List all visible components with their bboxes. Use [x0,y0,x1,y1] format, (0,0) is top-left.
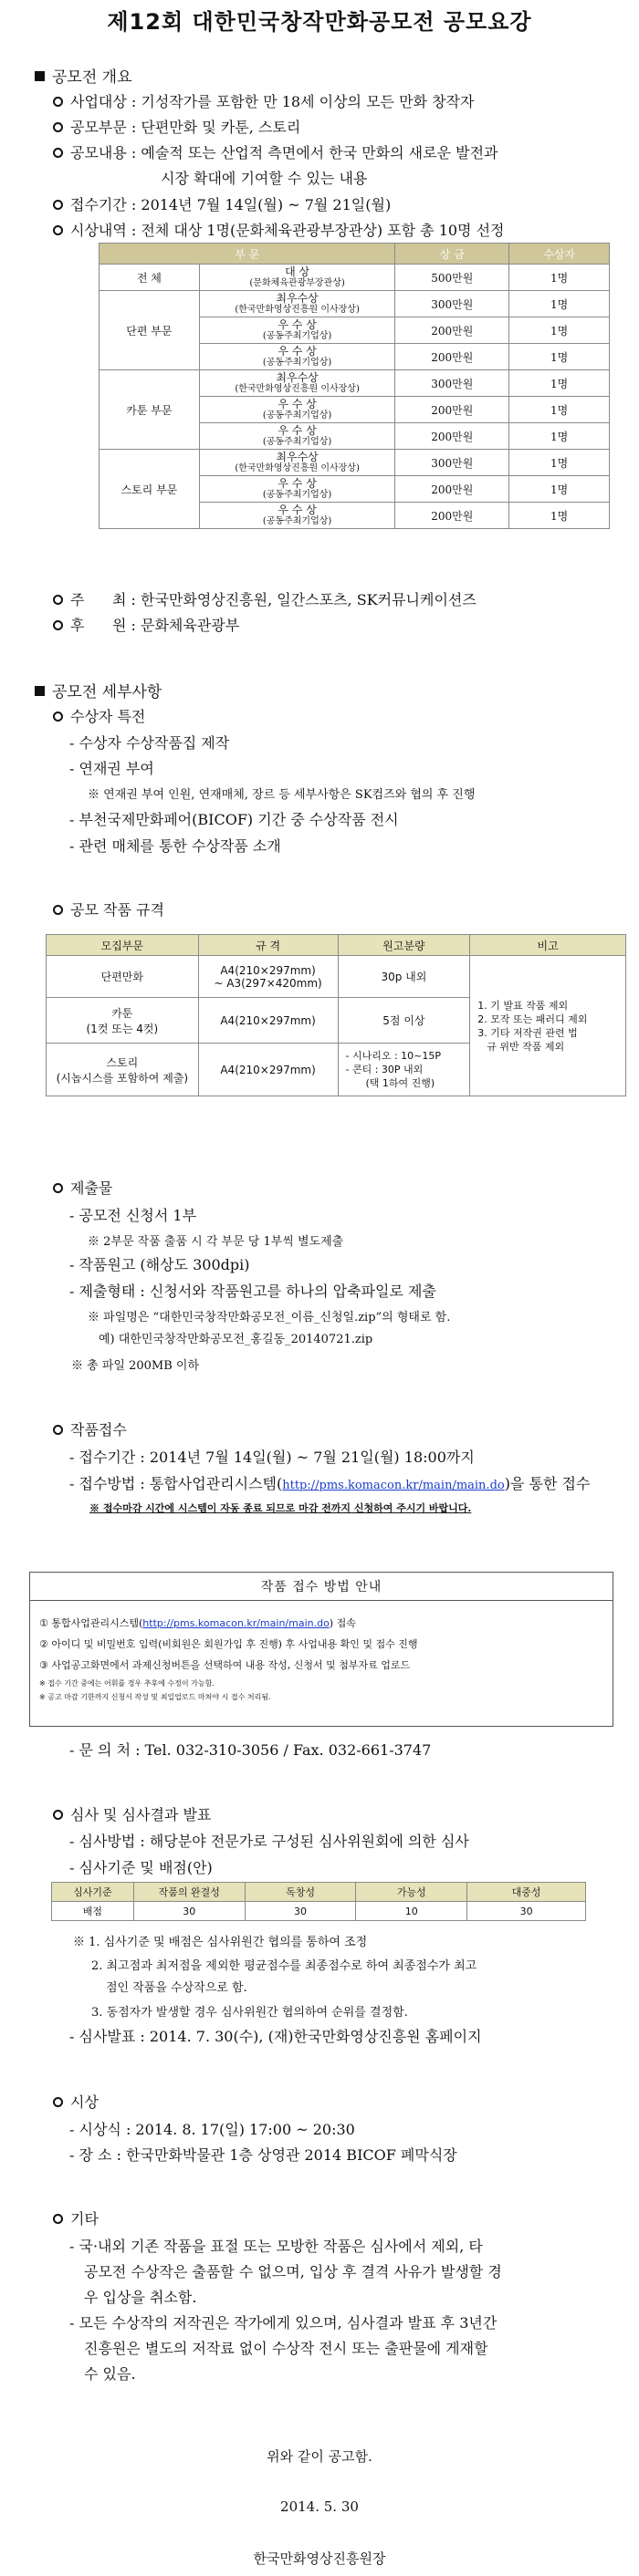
misc-text: - 모든 수상작의 저작권은 작가에게 있으며, 심사결과 발표 후 3년간 [69,2314,498,2332]
award-count: 1명 [509,370,610,397]
award-prize: 200만원 [395,476,509,503]
footer-issuer: 한국만화영상진흥원장 [253,2550,386,2567]
circle-bullet-icon [53,905,63,915]
award-name: 우 수 상 (공동주최기업상) [199,503,395,529]
footer-notice: 위와 같이 공고함. [267,2448,372,2465]
award-prize: 200만원 [395,344,509,370]
benefit-item: - 연재권 부여 [69,760,154,777]
guide-step: ① 통합사업관리시스템(http://pms.komacon.kr/main/main.do) 접속 [39,1617,356,1629]
ceremony-place: - 장 소 : 한국만화박물관 1층 상영관 2014 BICOF 폐막식장 [69,2146,457,2164]
judging-criteria: - 심사기준 및 배점(안) [69,1859,213,1876]
page-title: 제12회 대한민국창작만화공모전 공모요강 [107,9,532,35]
square-bullet-icon [35,686,45,696]
judging-note: 2. 최고점과 최저점을 제외한 평균점수를 최종점수로 하여 최종점수가 최고 [91,1959,477,1973]
guide-note: ※ 접수 기간 중에는 어휘를 경우 추후에 수정이 가능함. [39,1679,215,1688]
guide-title: 작품 접수 방법 안내 [260,1580,382,1594]
overview-sponsor: 후 원 : 문화체육관광부 [53,614,239,635]
header-cell: 수상자 [509,244,610,265]
award-name: 최우수상 (한국만화영상진흥원 이사장상) [199,450,395,476]
circle-bullet-icon [53,2214,63,2224]
judging-note: ※ 1. 심사기준 및 배점은 심사위원간 협의를 통하여 조정 [73,1936,368,1949]
award-prize: 300만원 [395,370,509,397]
contact-info: - 문 의 처 : Tel. 032-310-3056 / Fax. 032-661-3747 [69,1741,432,1759]
circle-bullet-icon [53,595,63,605]
spec-row: 단편만화 A4(210×297mm) ~ A3(297×420mm) 30p 내외 1. 기 발표 작품 제외 2. 모작 또는 패러디 제외 3. 기타 저작권 관련 법 규 위반 작품 제외 [47,956,626,998]
judging-note: 점인 작품을 수상작으로 함. [106,1981,247,1995]
circle-bullet-icon [53,620,63,630]
award-count: 1명 [509,476,610,503]
reception-heading: 작품접수 [53,1418,127,1439]
spec-row: 카툰 (1컷 또는 4컷) A4(210×297mm) 5점 이상 [47,998,626,1044]
submission-item: - 공모전 신청서 1부 [69,1207,197,1224]
submission-note: 예) 대한민국창작만화공모전_홍길동_20140721.zip [99,1333,373,1346]
award-row [100,450,610,476]
award-section: 전 체 [100,265,200,291]
circle-bullet-icon [53,1183,63,1193]
spec-remarks: 1. 기 발표 작품 제외 2. 모작 또는 패러디 제외 3. 기타 저작권 관련 법 규 위반 작품 제외 [470,956,626,1096]
award-name: 우 수 상 (공동주최기업상) [199,476,395,503]
award-prize: 200만원 [395,503,509,529]
score-row: 배점 30 30 10 30 [52,1902,586,1921]
award-count: 1명 [509,291,610,317]
award-name: 우 수 상 (공동주최기업상) [199,317,395,344]
reception-note: ※ 접수마감 시간에 시스템이 자동 종료 되므로 마감 전까지 신청하여 주시기 바랍니다. [89,1502,472,1514]
award-count: 1명 [509,423,610,450]
award-name: 우 수 상 (공동주최기업상) [199,397,395,423]
benefit-item: - 수상자 수상작품집 제작 [69,734,230,752]
pms-link[interactable]: http://pms.komacon.kr/main/main.do [282,1479,505,1492]
spec-row: 스토리 (시놉시스를 포함하여 제출) A4(210×297mm) - 시나리오 : 10~15P - 콘티 : 30P 내외 (택 1하여 진행) [47,1044,626,1096]
award-count: 1명 [509,450,610,476]
submission-note: ※ 2부문 작품 출품 시 각 부문 당 1부씩 별도제출 [88,1235,344,1249]
overview-target: 사업대상 : 기성작가를 포함한 만 18세 이상의 모든 만화 창작자 [53,90,474,111]
circle-bullet-icon [53,712,63,722]
misc-text: 수 있음. [84,2365,136,2383]
award-name: 최우수상 (한국만화영상진흥원 이사장상) [199,291,395,317]
award-count: 1명 [509,317,610,344]
misc-text: - 국·내외 기존 작품을 표절 또는 모방한 작품은 심사에서 제외, 타 [69,2238,483,2255]
award-row [100,370,610,397]
circle-bullet-icon [53,1425,63,1435]
submission-item: - 제출형태 : 신청서와 작품원고를 하나의 압축파일로 제출 [69,1283,436,1300]
guide-step: ③ 사업공고화면에서 과제신청버튼을 선택하여 내용 작성, 신청서 및 첨부자료 업로드 [39,1659,411,1671]
judging-announce: - 심사발표 : 2014. 7. 30(수), (재)한국만화영상진흥원 홈페이지 [69,2028,482,2045]
misc-text: 우 입상을 취소함. [84,2289,197,2306]
judging-heading: 심사 및 심사결과 발표 [53,1803,211,1824]
benefit-item: - 부천국제만화페어(BICOF) 기간 중 수상작품 전시 [69,811,399,828]
award-section: 카툰 부문 [100,370,200,450]
section-overview-heading: 공모전 개요 [35,64,132,87]
award-count: 1명 [509,265,610,291]
award-prize: 200만원 [395,397,509,423]
circle-bullet-icon [53,1810,63,1820]
submission-heading: 제출물 [53,1177,112,1198]
award-prize: 500만원 [395,265,509,291]
score-table-header: 심사기준 작품의 완결성 독창성 가능성 대중성 [52,1883,586,1902]
award-prize: 300만원 [395,450,509,476]
guide-note: ※ 공고 마감 기한까지 신청서 작성 및 최일업로드 마쳐야 시 접수 처리됨. [39,1693,271,1701]
misc-text: 공모전 수상작은 출품할 수 없으며, 입상 후 결격 사유가 발생할 경 [84,2263,502,2280]
award-section: 단편 부문 [100,291,200,370]
guide-step: ② 아이디 및 비밀번호 입력(비회원은 회원가입 후 진행) 후 사업내용 확인 및 접수 진행 [39,1638,418,1650]
award-table-header [100,244,610,265]
award-count: 1명 [509,397,610,423]
judging-method: - 심사방법 : 해당분야 전문가로 구성된 심사위원회에 의한 심사 [69,1833,469,1850]
circle-bullet-icon [53,225,63,235]
benefits-heading: 수상자 특전 [53,705,145,726]
pms-link[interactable]: http://pms.komacon.kr/main/main.do [142,1617,330,1629]
award-name: 우 수 상 (공동주최기업상) [199,344,395,370]
award-name: 최우수상 (한국만화영상진흥원 이사장상) [199,370,395,397]
spec-table [46,934,626,1096]
circle-bullet-icon [53,200,63,210]
award-row [100,291,610,317]
ceremony-heading: 시상 [53,2091,99,2112]
judging-note: 3. 동점자가 발생할 경우 심사위원간 협의하여 순위를 결정함. [91,2006,408,2020]
award-name: 대 상 (문화체육관광부장관상) [199,265,395,291]
award-section: 스토리 부문 [100,450,200,529]
misc-heading: 기타 [53,2207,99,2228]
score-table [51,1882,586,1921]
reception-method: - 접수방법 : 통합사업관리시스템(http://pms.komacon.kr/main/main.do)을 통한 접수 [69,1475,591,1492]
circle-bullet-icon [53,2097,63,2107]
award-count: 1명 [509,344,610,370]
award-name: 우 수 상 (공동주최기업상) [199,423,395,450]
footer-date: 2014. 5. 30 [280,2498,359,2515]
header-cell: 상 금 [395,244,509,265]
overview-category: 공모부문 : 단편만화 및 카툰, 스토리 [53,116,300,137]
reception-guide-box [29,1572,613,1727]
overview-host: 주 최 : 한국만화영상진흥원, 일간스포츠, SK커뮤니케이션즈 [53,588,477,609]
misc-text: 진흥원은 별도의 저작료 없이 수상작 전시 또는 출판물에 게재할 [84,2340,488,2357]
benefit-note: ※ 연재권 부여 인원, 연재매체, 장르 등 세부사항은 SK컴즈와 협의 후 진행 [88,788,476,802]
award-prize: 300만원 [395,291,509,317]
award-table [99,243,610,529]
ceremony-time: - 시상식 : 2014. 8. 17(일) 17:00 ~ 20:30 [69,2121,355,2138]
submission-note: ※ 파일명은 “대한민국창작만화공모전_이름_신청일.zip”의 형태로 함. [88,1311,451,1324]
header-cell: 부 문 [100,244,395,265]
overview-content: 공모내용 : 예술적 또는 산업적 측면에서 한국 만화의 새로운 발전과 [53,141,498,162]
award-row [100,265,610,291]
overview-period: 접수기간 : 2014년 7월 14일(월) ~ 7월 21일(월) [53,193,391,214]
circle-bullet-icon [53,148,63,158]
benefit-item: - 관련 매체를 통한 수상작품 소개 [69,837,281,855]
reception-period: - 접수기간 : 2014년 7월 14일(월) ~ 7월 21일(월) 18:00까지 [69,1449,475,1466]
overview-awards: 시상내역 : 전체 대상 1명(문화체육관광부장관상) 포함 총 10명 선정 [53,219,505,240]
award-prize: 200만원 [395,317,509,344]
submission-note: ※ 총 파일 200MB 이하 [71,1359,199,1373]
section-details-heading: 공모전 세부사항 [35,679,162,701]
award-count: 1명 [509,503,610,529]
award-prize: 200만원 [395,423,509,450]
spec-heading: 공모 작품 규격 [53,898,164,919]
circle-bullet-icon [53,97,63,107]
overview-content-cont: 시장 확대에 기여할 수 있는 내용 [161,170,368,187]
spec-table-header: 모집부문 규 격 원고분량 비고 [47,935,626,956]
circle-bullet-icon [53,122,63,132]
square-bullet-icon [35,71,45,81]
submission-item: - 작품원고 (해상도 300dpi) [69,1256,250,1273]
